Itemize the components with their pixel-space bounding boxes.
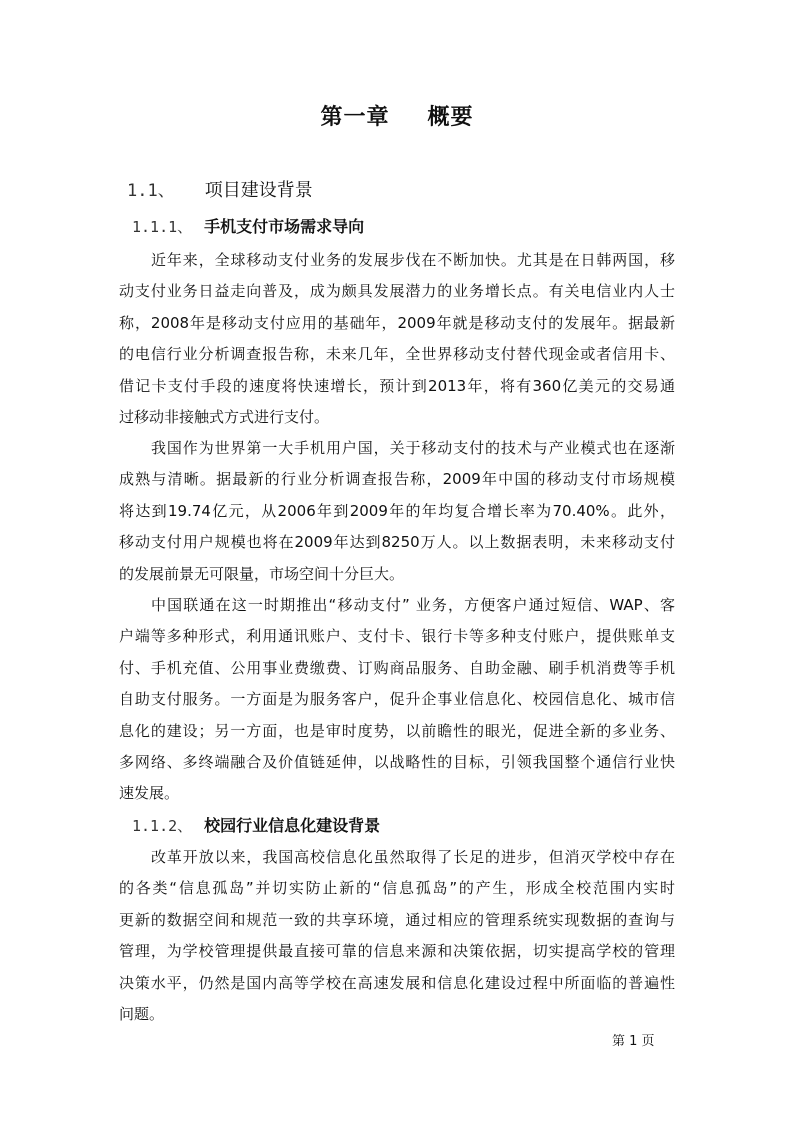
text-line: 问题。 <box>119 1004 165 1023</box>
text-line: 改革开放以来，我国高校信息化虽然取得了长足的进步，但消灭学校中存在 <box>151 848 675 866</box>
section-title: 校园行业信息化建设背景 <box>204 816 381 835</box>
text-line: 多网络、多终端融合及价值链延伸，以战略性的目标，引领我国整个通信行业快 <box>119 752 675 771</box>
section-number: 1.1.1、 <box>132 218 193 236</box>
chapter-label: 第一章 <box>320 105 390 130</box>
chapter-title: 概要 <box>427 105 474 130</box>
paragraph-campus-informatization <box>119 842 675 1030</box>
text-line: 称，2008年是移动支付应用的基础年，2009年就是移动支付的发展年。据最新 <box>119 313 675 332</box>
text-line: 的电信行业分析调查报告称，未来几年，全世界移动支付替代现金或者信用卡、 <box>119 345 675 364</box>
section-number: 1.1、 <box>127 181 175 201</box>
section-title: 项目建设背景 <box>204 180 313 201</box>
text-line: 借记卡支付手段的速度将快速增长，预计到2013年，将有360亿美元的交易通 <box>119 376 675 395</box>
text-line: 自助支付服务。一方面是为服务客户，促升企事业信息化、校园信息化、城市信 <box>119 690 675 709</box>
text-line: 户端等多种形式，利用通讯账户、支付卡、银行卡等多种支付账户，提供账单支 <box>119 627 675 646</box>
text-line: 决策水平，仍然是国内高等学校在高速发展和信息化建设过程中所面临的普遍性 <box>119 973 675 992</box>
section-heading-1-1 <box>127 176 313 202</box>
text-line: 付、手机充值、公用事业费缴费、订购商品服务、自助金融、刷手机消费等手机 <box>119 658 675 677</box>
paragraph-mobile-payment-china <box>119 433 675 590</box>
text-line: 动支付业务日益走向普及，成为颇具发展潜力的业务增长点。有关电信业内人士 <box>119 282 675 301</box>
text-line: 移动支付用户规模也将在2009年达到8250万人。以上数据表明，未来移动支付 <box>119 533 675 552</box>
text-line: 将达到19.74亿元，从2006年到2009年的年均复合增长率为70.40%。此外， <box>119 501 675 520</box>
text-line: 管理，为学校管理提供最直接可靠的信息来源和决策依据，切实提高学校的管理 <box>119 942 675 961</box>
section-heading-1-1-1 <box>132 214 364 237</box>
text-line: 的发展前景无可限量，市场空间十分巨大。 <box>119 564 405 583</box>
text-line: 的各类“信息孤岛”并切实防止新的“信息孤岛”的产生，形成全校范围内实时 <box>119 879 675 898</box>
section-heading-1-1-2 <box>132 813 380 836</box>
text-line: 过移动非接触式方式进行支付。 <box>119 407 330 426</box>
section-title: 手机支付市场需求导向 <box>204 217 365 236</box>
text-line: 中国联通在这一时期推出“移动支付” 业务，方便客户通过短信、WAP、客 <box>151 596 675 614</box>
text-line: 息化的建设；另一方面，也是审时度势，以前瞻性的眼光，促进全新的多业务、 <box>119 721 675 740</box>
text-line: 我国作为世界第一大手机用户国，关于移动支付的技术与产业模式也在逐渐 <box>151 439 675 457</box>
section-number: 1.1.2、 <box>132 817 193 835</box>
text-line: 更新的数据空间和规范一致的共享环境，通过相应的管理系统实现数据的查询与 <box>119 910 675 929</box>
chapter-heading <box>0 100 794 131</box>
text-line: 近年来，全球移动支付业务的发展步伐在不断加快。尤其是在日韩两国，移 <box>151 251 675 269</box>
text-line: 速发展。 <box>119 784 180 803</box>
paragraph-mobile-payment-global <box>119 245 675 433</box>
page-number: 第 1 页 <box>612 1034 655 1049</box>
text-line: 成熟与清晰。据最新的行业分析调查报告称，2009年中国的移动支付市场规模 <box>119 470 675 489</box>
paragraph-china-unicom <box>119 590 675 810</box>
